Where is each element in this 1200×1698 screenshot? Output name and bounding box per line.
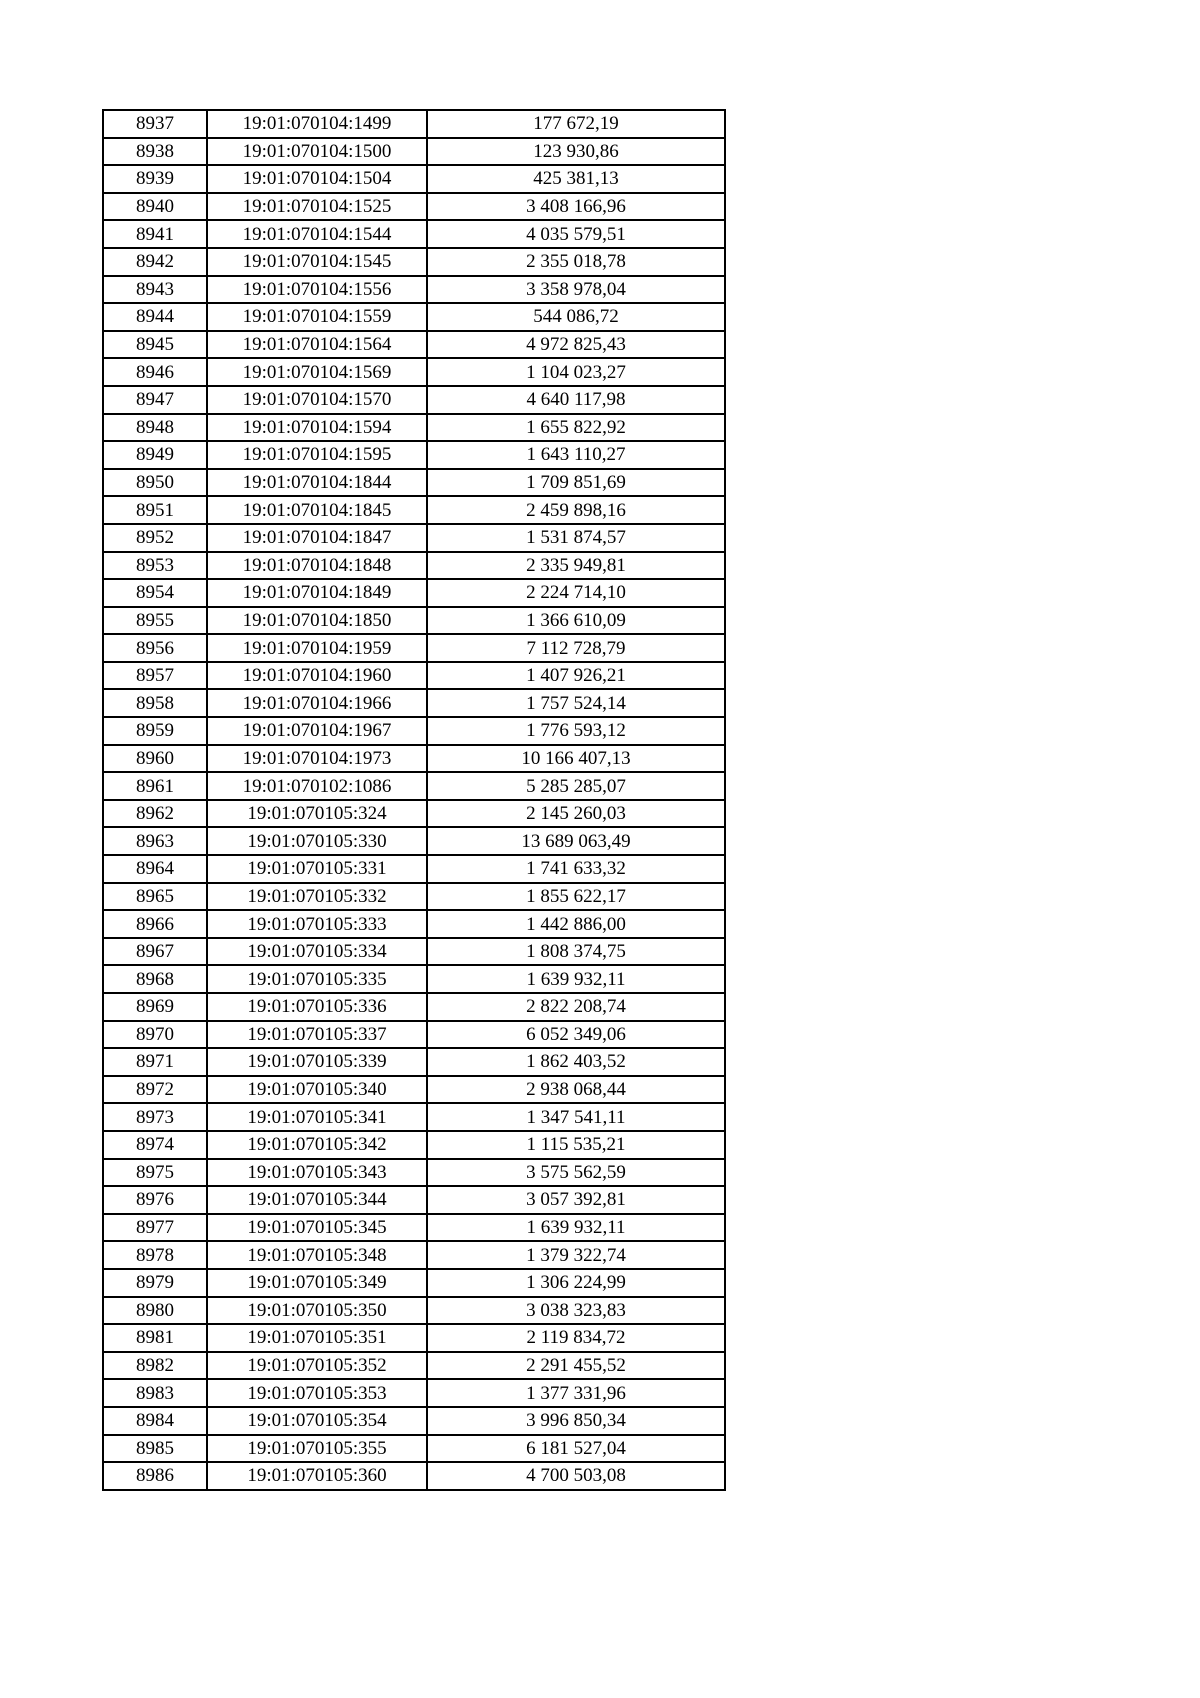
cadastral-number-cell: 19:01:070104:1499 [207, 110, 427, 138]
table-row [103, 827, 725, 855]
cadastral-number-cell: 19:01:070105:353 [207, 1379, 427, 1407]
table-row [103, 1021, 725, 1049]
table-row [103, 662, 725, 690]
cadastral-number-cell: 19:01:070102:1086 [207, 772, 427, 800]
cadastral-number-cell: 19:01:070104:1850 [207, 607, 427, 635]
cadastral-value-cell: 3 358 978,04 [427, 276, 725, 304]
row-number-cell: 8971 [103, 1048, 207, 1076]
cadastral-number-cell: 19:01:070105:344 [207, 1186, 427, 1214]
cadastral-number-cell: 19:01:070104:1848 [207, 552, 427, 580]
cadastral-value-table [102, 109, 726, 1491]
row-number-cell: 8986 [103, 1462, 207, 1490]
table-row [103, 386, 725, 414]
cadastral-value-cell: 1 855 622,17 [427, 883, 725, 911]
cadastral-value-cell: 1 407 926,21 [427, 662, 725, 690]
cadastral-value-cell: 1 757 524,14 [427, 689, 725, 717]
row-number-cell: 8985 [103, 1435, 207, 1463]
cadastral-value-cell: 2 822 208,74 [427, 993, 725, 1021]
cadastral-value-cell: 2 119 834,72 [427, 1324, 725, 1352]
row-number-cell: 8977 [103, 1214, 207, 1242]
table-row [103, 800, 725, 828]
row-number-cell: 8965 [103, 883, 207, 911]
row-number-cell: 8946 [103, 358, 207, 386]
cadastral-number-cell: 19:01:070104:1960 [207, 662, 427, 690]
cadastral-value-cell: 1 104 023,27 [427, 358, 725, 386]
cadastral-number-cell: 19:01:070105:348 [207, 1241, 427, 1269]
table-row [103, 634, 725, 662]
cadastral-number-cell: 19:01:070104:1556 [207, 276, 427, 304]
cadastral-number-cell: 19:01:070104:1844 [207, 469, 427, 497]
cadastral-value-cell: 5 285 285,07 [427, 772, 725, 800]
cadastral-value-cell: 2 459 898,16 [427, 496, 725, 524]
row-number-cell: 8952 [103, 524, 207, 552]
cadastral-value-cell: 2 335 949,81 [427, 552, 725, 580]
cadastral-value-cell: 1 377 331,96 [427, 1379, 725, 1407]
row-number-cell: 8983 [103, 1379, 207, 1407]
cadastral-number-cell: 19:01:070105:360 [207, 1462, 427, 1490]
row-number-cell: 8955 [103, 607, 207, 635]
cadastral-number-cell: 19:01:070104:1973 [207, 745, 427, 773]
table-row [103, 358, 725, 386]
cadastral-value-cell: 2 938 068,44 [427, 1076, 725, 1104]
cadastral-value-cell: 4 035 579,51 [427, 220, 725, 248]
row-number-cell: 8942 [103, 248, 207, 276]
row-number-cell: 8973 [103, 1103, 207, 1131]
table-row [103, 1379, 725, 1407]
cadastral-number-cell: 19:01:070105:330 [207, 827, 427, 855]
table-row [103, 689, 725, 717]
table-row [103, 965, 725, 993]
row-number-cell: 8940 [103, 193, 207, 221]
table-row [103, 1159, 725, 1187]
cadastral-number-cell: 19:01:070104:1570 [207, 386, 427, 414]
table-row [103, 276, 725, 304]
cadastral-number-cell: 19:01:070105:333 [207, 910, 427, 938]
table-row [103, 138, 725, 166]
row-number-cell: 8972 [103, 1076, 207, 1104]
table-row [103, 855, 725, 883]
cadastral-number-cell: 19:01:070104:1564 [207, 331, 427, 359]
cadastral-number-cell: 19:01:070105:349 [207, 1269, 427, 1297]
cadastral-value-cell: 4 972 825,43 [427, 331, 725, 359]
table-row [103, 579, 725, 607]
cadastral-number-cell: 19:01:070104:1544 [207, 220, 427, 248]
row-number-cell: 8970 [103, 1021, 207, 1049]
table-row [103, 1462, 725, 1490]
row-number-cell: 8950 [103, 469, 207, 497]
table-row [103, 1269, 725, 1297]
cadastral-number-cell: 19:01:070104:1594 [207, 414, 427, 442]
cadastral-number-cell: 19:01:070104:1959 [207, 634, 427, 662]
cadastral-value-cell: 1 639 932,11 [427, 1214, 725, 1242]
table-row [103, 1324, 725, 1352]
cadastral-value-cell: 1 347 541,11 [427, 1103, 725, 1131]
table-row [103, 772, 725, 800]
table-row [103, 469, 725, 497]
cadastral-number-cell: 19:01:070105:339 [207, 1048, 427, 1076]
row-number-cell: 8984 [103, 1407, 207, 1435]
cadastral-number-cell: 19:01:070105:324 [207, 800, 427, 828]
row-number-cell: 8960 [103, 745, 207, 773]
cadastral-value-cell: 1 741 633,32 [427, 855, 725, 883]
row-number-cell: 8956 [103, 634, 207, 662]
cadastral-value-cell: 7 112 728,79 [427, 634, 725, 662]
table-row [103, 1131, 725, 1159]
table-row [103, 1435, 725, 1463]
row-number-cell: 8962 [103, 800, 207, 828]
row-number-cell: 8981 [103, 1324, 207, 1352]
cadastral-number-cell: 19:01:070104:1847 [207, 524, 427, 552]
cadastral-number-cell: 19:01:070104:1849 [207, 579, 427, 607]
row-number-cell: 8967 [103, 938, 207, 966]
row-number-cell: 8980 [103, 1297, 207, 1325]
cadastral-value-cell: 1 776 593,12 [427, 717, 725, 745]
row-number-cell: 8982 [103, 1352, 207, 1380]
table-row [103, 993, 725, 1021]
row-number-cell: 8974 [103, 1131, 207, 1159]
cadastral-value-cell: 1 531 874,57 [427, 524, 725, 552]
cadastral-number-cell: 19:01:070105:336 [207, 993, 427, 1021]
row-number-cell: 8966 [103, 910, 207, 938]
cadastral-number-cell: 19:01:070105:345 [207, 1214, 427, 1242]
table-row [103, 193, 725, 221]
cadastral-value-cell: 2 291 455,52 [427, 1352, 725, 1380]
cadastral-value-cell: 3 408 166,96 [427, 193, 725, 221]
cadastral-value-cell: 1 115 535,21 [427, 1131, 725, 1159]
row-number-cell: 8959 [103, 717, 207, 745]
table-row [103, 331, 725, 359]
cadastral-value-cell: 6 181 527,04 [427, 1435, 725, 1463]
row-number-cell: 8951 [103, 496, 207, 524]
table-row [103, 1076, 725, 1104]
row-number-cell: 8954 [103, 579, 207, 607]
cadastral-number-cell: 19:01:070104:1966 [207, 689, 427, 717]
row-number-cell: 8957 [103, 662, 207, 690]
cadastral-number-cell: 19:01:070105:332 [207, 883, 427, 911]
table-row [103, 883, 725, 911]
document-page [102, 109, 726, 1491]
row-number-cell: 8968 [103, 965, 207, 993]
cadastral-value-cell: 425 381,13 [427, 165, 725, 193]
row-number-cell: 8976 [103, 1186, 207, 1214]
cadastral-value-cell: 1 639 932,11 [427, 965, 725, 993]
table-row [103, 441, 725, 469]
table-row [103, 607, 725, 635]
cadastral-number-cell: 19:01:070104:1845 [207, 496, 427, 524]
cadastral-value-cell: 4 640 117,98 [427, 386, 725, 414]
row-number-cell: 8945 [103, 331, 207, 359]
table-row [103, 524, 725, 552]
row-number-cell: 8969 [103, 993, 207, 1021]
row-number-cell: 8938 [103, 138, 207, 166]
table-row [103, 1186, 725, 1214]
table-row [103, 1241, 725, 1269]
table-row [103, 552, 725, 580]
row-number-cell: 8964 [103, 855, 207, 883]
cadastral-value-cell: 2 224 714,10 [427, 579, 725, 607]
cadastral-number-cell: 19:01:070105:331 [207, 855, 427, 883]
cadastral-value-cell: 1 643 110,27 [427, 441, 725, 469]
cadastral-value-cell: 3 996 850,34 [427, 1407, 725, 1435]
table-row [103, 717, 725, 745]
table-row [103, 1352, 725, 1380]
cadastral-value-cell: 6 052 349,06 [427, 1021, 725, 1049]
table-row [103, 1297, 725, 1325]
table-row [103, 496, 725, 524]
row-number-cell: 8975 [103, 1159, 207, 1187]
table-row [103, 165, 725, 193]
cadastral-number-cell: 19:01:070105:354 [207, 1407, 427, 1435]
cadastral-value-cell: 544 086,72 [427, 303, 725, 331]
cadastral-value-cell: 1 709 851,69 [427, 469, 725, 497]
cadastral-number-cell: 19:01:070104:1545 [207, 248, 427, 276]
row-number-cell: 8963 [103, 827, 207, 855]
table-row [103, 1214, 725, 1242]
cadastral-value-cell: 1 862 403,52 [427, 1048, 725, 1076]
cadastral-number-cell: 19:01:070105:335 [207, 965, 427, 993]
cadastral-value-cell: 13 689 063,49 [427, 827, 725, 855]
row-number-cell: 8953 [103, 552, 207, 580]
cadastral-number-cell: 19:01:070105:350 [207, 1297, 427, 1325]
cadastral-number-cell: 19:01:070105:355 [207, 1435, 427, 1463]
cadastral-number-cell: 19:01:070105:342 [207, 1131, 427, 1159]
row-number-cell: 8939 [103, 165, 207, 193]
row-number-cell: 8947 [103, 386, 207, 414]
cadastral-number-cell: 19:01:070104:1967 [207, 717, 427, 745]
row-number-cell: 8944 [103, 303, 207, 331]
cadastral-number-cell: 19:01:070105:341 [207, 1103, 427, 1131]
cadastral-number-cell: 19:01:070105:337 [207, 1021, 427, 1049]
cadastral-value-cell: 177 672,19 [427, 110, 725, 138]
table-row [103, 248, 725, 276]
row-number-cell: 8943 [103, 276, 207, 304]
cadastral-value-cell: 123 930,86 [427, 138, 725, 166]
cadastral-value-cell: 4 700 503,08 [427, 1462, 725, 1490]
table-row [103, 1103, 725, 1131]
cadastral-number-cell: 19:01:070105:351 [207, 1324, 427, 1352]
row-number-cell: 8949 [103, 441, 207, 469]
cadastral-number-cell: 19:01:070104:1595 [207, 441, 427, 469]
cadastral-value-cell: 1 379 322,74 [427, 1241, 725, 1269]
cadastral-number-cell: 19:01:070104:1525 [207, 193, 427, 221]
cadastral-value-cell: 1 366 610,09 [427, 607, 725, 635]
table-row [103, 938, 725, 966]
table-row [103, 745, 725, 773]
row-number-cell: 8979 [103, 1269, 207, 1297]
table-row [103, 910, 725, 938]
cadastral-number-cell: 19:01:070105:352 [207, 1352, 427, 1380]
row-number-cell: 8937 [103, 110, 207, 138]
row-number-cell: 8958 [103, 689, 207, 717]
table-row [103, 414, 725, 442]
table-body [103, 110, 725, 1490]
table-row [103, 1407, 725, 1435]
cadastral-value-cell: 3 575 562,59 [427, 1159, 725, 1187]
cadastral-value-cell: 3 038 323,83 [427, 1297, 725, 1325]
cadastral-value-cell: 10 166 407,13 [427, 745, 725, 773]
table-row [103, 1048, 725, 1076]
row-number-cell: 8941 [103, 220, 207, 248]
row-number-cell: 8948 [103, 414, 207, 442]
cadastral-number-cell: 19:01:070104:1569 [207, 358, 427, 386]
cadastral-number-cell: 19:01:070104:1559 [207, 303, 427, 331]
cadastral-number-cell: 19:01:070104:1504 [207, 165, 427, 193]
table-row [103, 110, 725, 138]
cadastral-value-cell: 1 655 822,92 [427, 414, 725, 442]
cadastral-value-cell: 1 442 886,00 [427, 910, 725, 938]
cadastral-value-cell: 2 355 018,78 [427, 248, 725, 276]
cadastral-number-cell: 19:01:070105:340 [207, 1076, 427, 1104]
table-row [103, 220, 725, 248]
row-number-cell: 8961 [103, 772, 207, 800]
table-row [103, 303, 725, 331]
cadastral-number-cell: 19:01:070105:343 [207, 1159, 427, 1187]
row-number-cell: 8978 [103, 1241, 207, 1269]
cadastral-value-cell: 3 057 392,81 [427, 1186, 725, 1214]
cadastral-value-cell: 2 145 260,03 [427, 800, 725, 828]
cadastral-value-cell: 1 306 224,99 [427, 1269, 725, 1297]
cadastral-number-cell: 19:01:070104:1500 [207, 138, 427, 166]
cadastral-number-cell: 19:01:070105:334 [207, 938, 427, 966]
cadastral-value-cell: 1 808 374,75 [427, 938, 725, 966]
